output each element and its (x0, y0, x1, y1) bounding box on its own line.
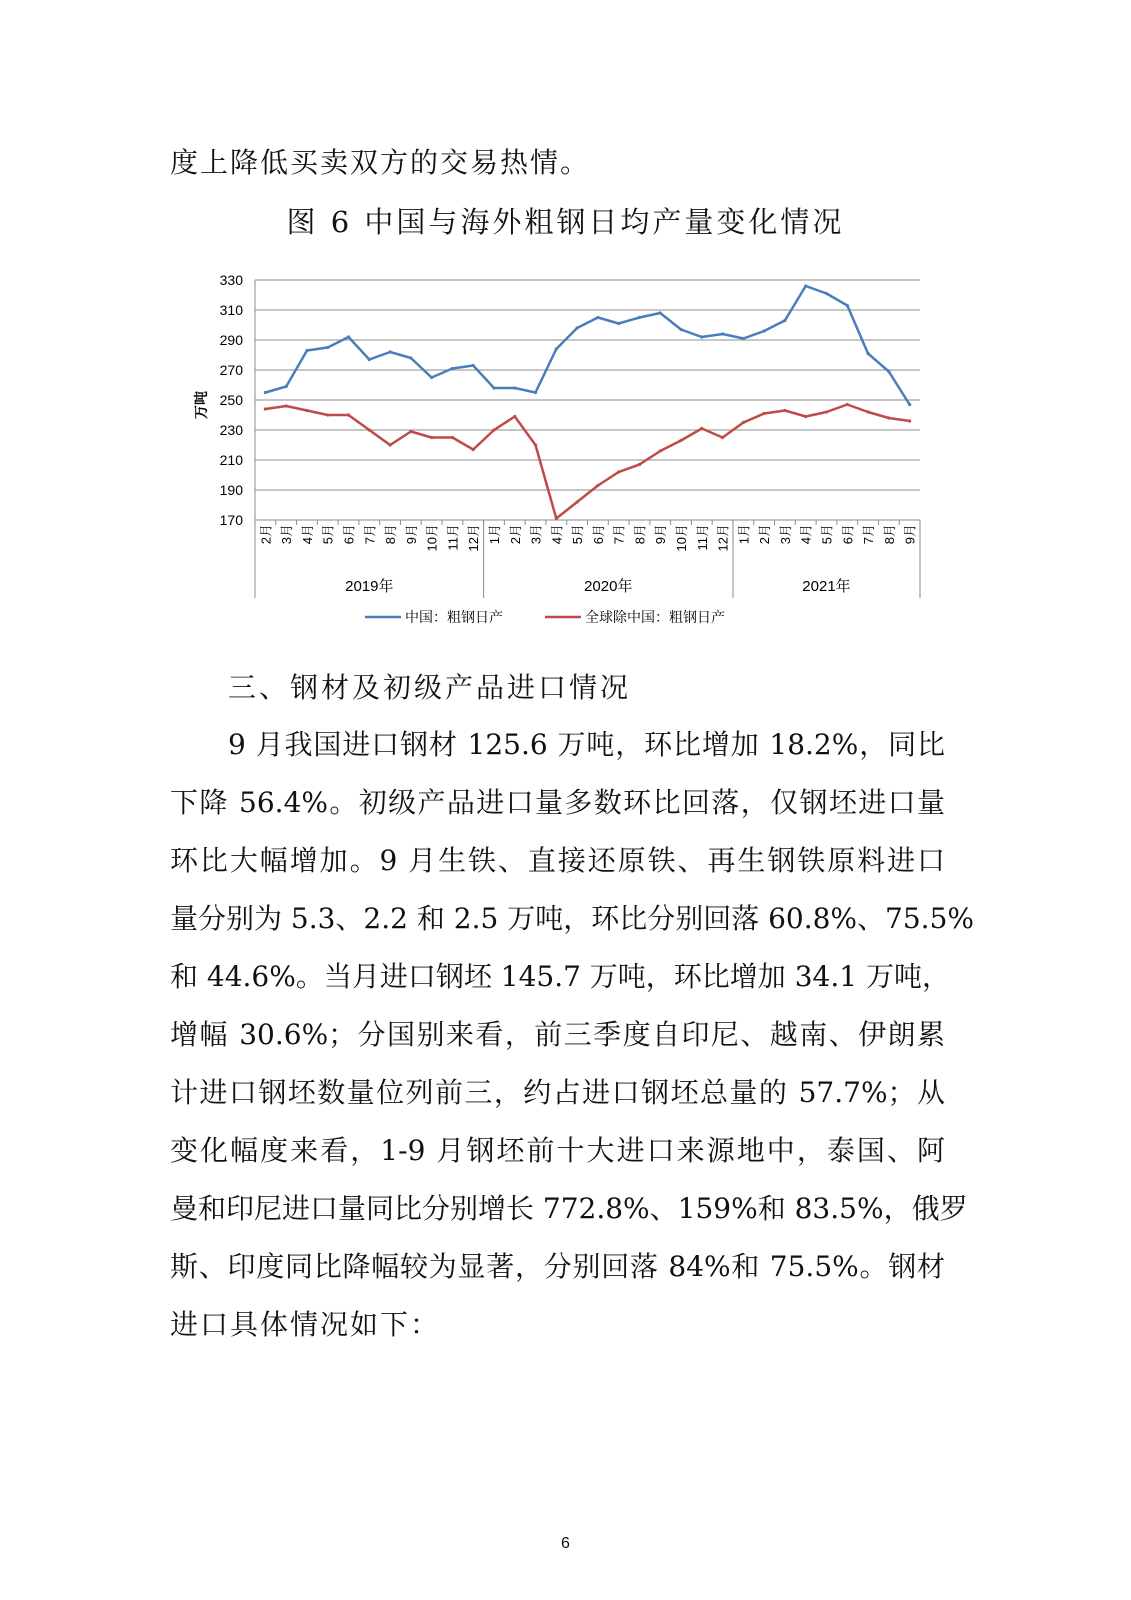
y-tick-label: 270 (219, 362, 243, 378)
data-point (534, 443, 537, 446)
steel-output-line-chart (190, 265, 930, 635)
x-tick-label: 3月 (528, 524, 544, 545)
x-tick-label: 9月 (902, 524, 918, 545)
x-tick-label: 5月 (320, 524, 336, 545)
legend-label: 中国：粗钢日产 (405, 609, 503, 625)
data-point (326, 413, 329, 416)
data-point (887, 416, 890, 419)
section-heading: 三、钢材及初级产品进口情况 (228, 671, 632, 704)
data-point (513, 386, 516, 389)
data-point (804, 415, 807, 418)
series-line-1 (265, 405, 909, 519)
data-point (700, 427, 703, 430)
data-point (576, 326, 579, 329)
data-point (763, 329, 766, 332)
data-point (596, 484, 599, 487)
x-tick-label: 12月 (715, 524, 731, 552)
data-point (285, 404, 288, 407)
data-point (326, 346, 329, 349)
x-tick-label: 7月 (611, 524, 627, 545)
paragraph-line: 下降 56.4%。初级产品进口量多数环比回落，仅钢坯进口量 (170, 786, 945, 819)
data-point (347, 335, 350, 338)
x-tick-label: 5月 (819, 524, 835, 545)
data-point (866, 410, 869, 413)
x-tick-label: 4月 (299, 524, 315, 545)
x-tick-label: 7月 (861, 524, 877, 545)
chart-gridlines (255, 280, 920, 520)
data-point (804, 284, 807, 287)
data-point (846, 304, 849, 307)
data-point (492, 428, 495, 431)
x-tick-label: 11月 (445, 524, 461, 551)
y-tick-label: 250 (219, 392, 243, 408)
x-tick-label: 3月 (777, 524, 793, 545)
data-point (368, 358, 371, 361)
x-tick-label: 8月 (881, 524, 897, 545)
x-tick-label: 6月 (590, 524, 606, 545)
data-point (492, 386, 495, 389)
data-point (472, 448, 475, 451)
data-point (742, 337, 745, 340)
x-tick-label: 1月 (736, 524, 752, 545)
y-tick-label: 290 (219, 332, 243, 348)
data-point (783, 409, 786, 412)
data-point (866, 352, 869, 355)
data-point (825, 292, 828, 295)
data-point (451, 436, 454, 439)
data-point (679, 328, 682, 331)
data-point (617, 470, 620, 473)
x-tick-label: 4月 (798, 524, 814, 545)
top-text-line: 度上降低买卖双方的交易热情。 (170, 146, 591, 179)
data-point (596, 316, 599, 319)
data-point (721, 332, 724, 335)
x-tick-label: 6月 (840, 524, 856, 545)
y-tick-label: 210 (219, 452, 243, 468)
data-point (264, 391, 267, 394)
x-tick-label: 9月 (653, 524, 669, 545)
x-tick-label: 8月 (632, 524, 648, 545)
paragraph-line: 曼和印尼进口量同比分别增长 772.8%、159%和 83.5%，俄罗 (170, 1192, 968, 1225)
data-point (659, 449, 662, 452)
data-point (887, 370, 890, 373)
paragraph-line: 量分别为 5.3、2.2 和 2.5 万吨，环比分别回落 60.8%、75.5% (170, 902, 974, 935)
data-point (264, 407, 267, 410)
y-axis-ticks (220, 272, 244, 528)
data-point (388, 443, 391, 446)
y-tick-label: 190 (219, 482, 243, 498)
data-point (347, 413, 350, 416)
data-point (742, 421, 745, 424)
data-point (555, 347, 558, 350)
data-point (305, 349, 308, 352)
data-point (305, 409, 308, 412)
figure-title: 图 6 中国与海外粗钢日均产量变化情况 (286, 205, 845, 239)
x-tick-label: 10月 (424, 524, 440, 552)
x-tick-label: 1月 (486, 524, 502, 545)
data-point (638, 316, 641, 319)
data-point (409, 430, 412, 433)
data-point (409, 356, 412, 359)
paragraph-line: 和 44.6%。当月进口钢坯 145.7 万吨，环比增加 34.1 万吨， (170, 960, 950, 993)
series-line-0 (265, 286, 909, 405)
paragraph-line: 斯、印度同比降幅较为显著，分别回落 84%和 75.5%。钢材 (170, 1250, 945, 1283)
data-point (430, 436, 433, 439)
data-point (825, 410, 828, 413)
data-point (576, 500, 579, 503)
paragraph-line: 计进口钢坯数量位列前三，约占进口钢坯总量的 57.7%；从 (170, 1076, 945, 1109)
data-point (451, 367, 454, 370)
data-point (534, 391, 537, 394)
x-tick-label: 3月 (279, 524, 295, 545)
chart-legend (365, 609, 725, 625)
y-tick-label: 310 (219, 302, 243, 318)
x-tick-label: 6月 (341, 524, 357, 545)
data-point (638, 463, 641, 466)
paragraph-line: 环比大幅增加。9 月生铁、直接还原铁、再生钢铁原料进口 (170, 844, 945, 877)
y-tick-label: 330 (219, 272, 243, 288)
y-axis-label: 万吨 (193, 391, 209, 419)
data-point (285, 385, 288, 388)
x-tick-label: 7月 (362, 524, 378, 545)
x-tick-label: 2月 (258, 524, 274, 545)
data-point (659, 311, 662, 314)
data-point (846, 403, 849, 406)
x-axis (255, 520, 920, 598)
x-tick-label: 2月 (507, 524, 523, 545)
data-point (721, 436, 724, 439)
x-tick-label: 2月 (757, 524, 773, 545)
data-point (555, 517, 558, 520)
x-tick-label: 9月 (403, 524, 419, 545)
data-point (430, 376, 433, 379)
data-point (908, 419, 911, 422)
data-point (679, 439, 682, 442)
data-point (617, 322, 620, 325)
paragraph-line: 增幅 30.6%；分国别来看，前三季度自印尼、越南、伊朗累 (170, 1018, 945, 1051)
y-tick-label: 170 (219, 512, 243, 528)
x-tick-label: 5月 (570, 524, 586, 545)
data-point (472, 364, 475, 367)
data-point (763, 412, 766, 415)
x-group-label: 2020年 (584, 578, 633, 595)
x-tick-label: 4月 (549, 524, 565, 545)
data-point (513, 415, 516, 418)
x-group-label: 2019年 (345, 578, 394, 595)
chart-series (264, 284, 911, 520)
data-point (783, 319, 786, 322)
data-point (908, 403, 911, 406)
data-point (700, 335, 703, 338)
data-point (368, 428, 371, 431)
x-tick-label: 10月 (674, 524, 690, 552)
data-point (388, 350, 391, 353)
x-tick-label: 11月 (694, 524, 710, 551)
x-tick-label: 8月 (383, 524, 399, 545)
y-tick-label: 230 (219, 422, 243, 438)
paragraph-line: 进口具体情况如下： (170, 1308, 441, 1341)
paragraph-line: 变化幅度来看，1-9 月钢坯前十大进口来源地中，泰国、阿 (170, 1134, 945, 1167)
x-group-label: 2021年 (802, 578, 851, 595)
legend-label: 全球除中国：粗钢日产 (585, 609, 725, 625)
x-tick-label: 12月 (466, 524, 482, 552)
paragraph-line: 9 月我国进口钢材 125.6 万吨，环比增加 18.2%，同比 (228, 728, 945, 761)
page-number: 6 (561, 1535, 570, 1552)
